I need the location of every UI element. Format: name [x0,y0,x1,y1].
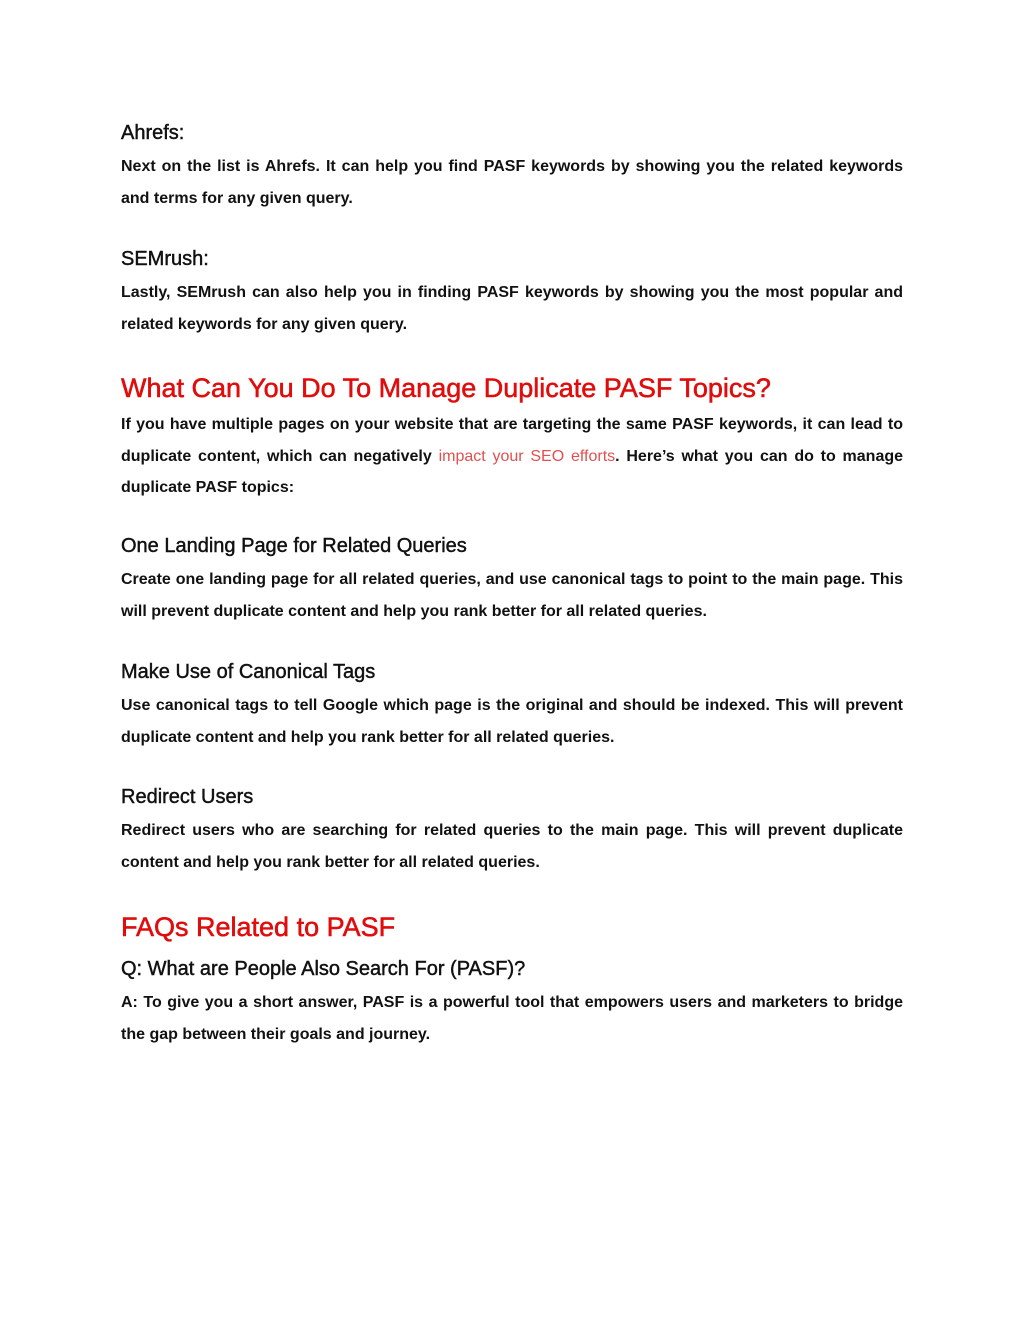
manage-duplicates-heading: What Can You Do To Manage Duplicate PASF Topics? [121,373,771,403]
faq-question: Q: What are People Also Search For (PASF)? [121,958,526,980]
section-canonical-tags [121,660,903,753]
seo-efforts-link[interactable]: impact your SEO efforts [438,447,616,465]
canonical-tags-heading: Make Use of Canonical Tags [121,661,376,683]
ahrefs-paragraph: Next on the list is Ahrefs. It can help you find PASF keywords by showing you the related keywords and terms for any given query. [121,158,903,207]
manage-duplicates-paragraph [121,409,903,504]
landing-page-heading: One Landing Page for Related Queries [121,535,467,557]
semrush-paragraph: Lastly, SEMrush can also help you in finding PASF keywords by showing you the most popular and related keywords for any given query. [121,284,903,333]
semrush-heading: SEMrush: [121,248,209,270]
faq-answer: A: To give you a short answer, PASF is a powerful tool that empowers users and marketers to bridge the gap between their goals and journey. [121,994,903,1043]
redirect-users-paragraph: Redirect users who are searching for related queries to the main page. This will prevent duplicate content and help you rank better for all related queries. [121,822,903,871]
section-faqs [121,911,903,1050]
redirect-users-heading: Redirect Users [121,786,254,808]
manage-text-before: If you have multiple pages on your website that are targeting the same PASF keywords, it can lead to duplicate content, which can negatively [121,416,903,465]
section-manage-duplicates [121,372,903,504]
section-redirect-users [121,785,903,878]
canonical-tags-paragraph: Use canonical tags to tell Google which page is the original and should be indexed. This will prevent duplicate content and help you rank better for all related queries. [121,697,903,746]
landing-page-paragraph: Create one landing page for all related queries, and use canonical tags to point to the main page. This will prevent duplicate content and help you rank better for all related queries. [121,571,903,620]
faqs-heading: FAQs Related to PASF [121,912,396,942]
manage-text-after: . Here’s what you can do to manage duplicate PASF topics: [121,447,904,496]
section-landing-page [121,534,903,627]
ahrefs-heading: Ahrefs: [121,122,185,144]
section-ahrefs [121,121,903,214]
section-semrush [121,247,903,340]
